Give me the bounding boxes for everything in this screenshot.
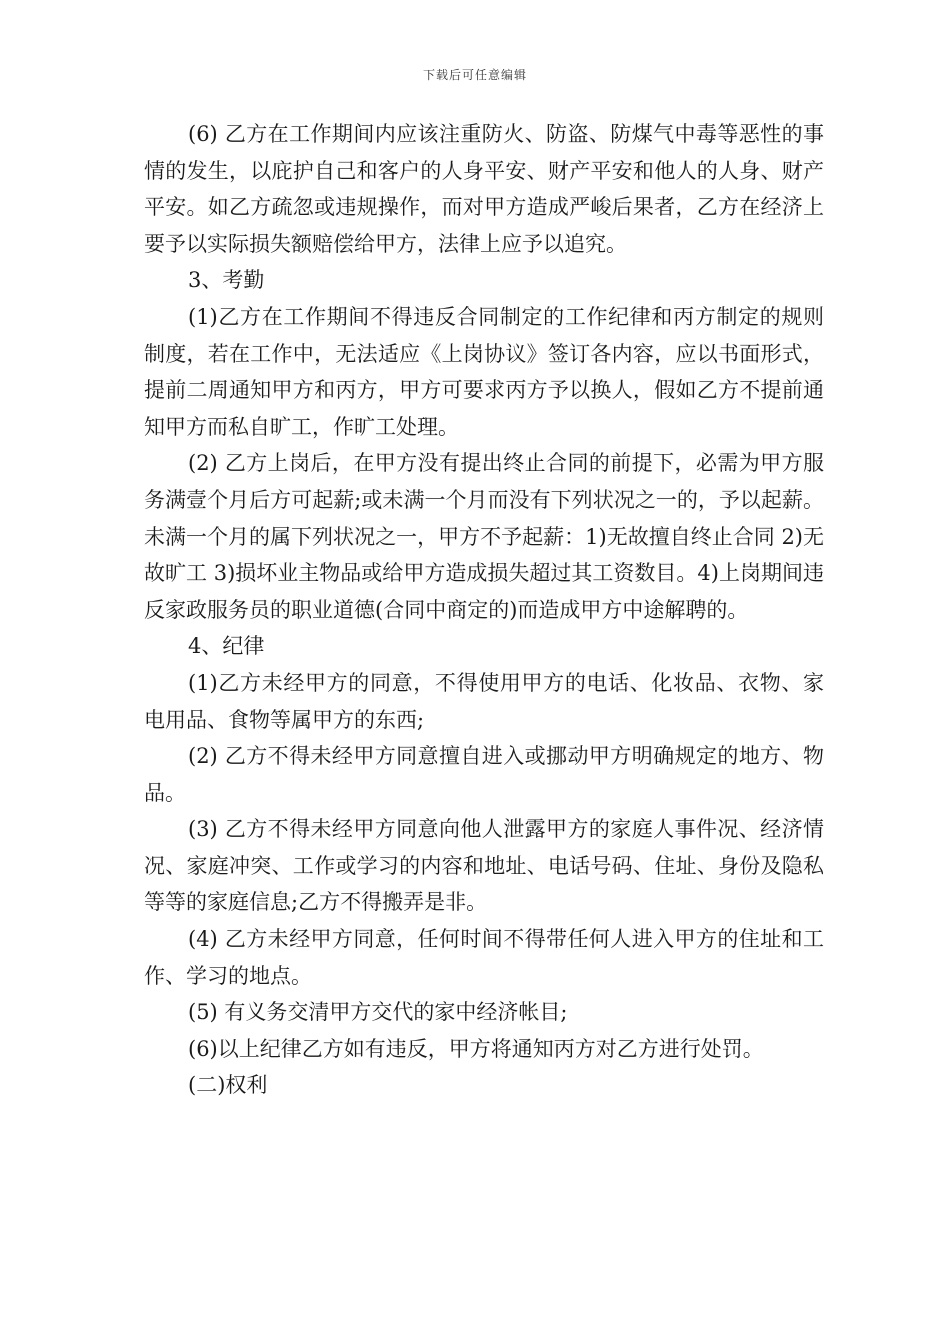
paragraph-salary-start: (2) 乙方上岗后，在甲方没有提出终止合同的前提下，必需为甲方服务满壹个月后方可起薪;或未满一个月而没有下列状况之一的，予以起薪。未满一个月的属下列状况之一，甲方不予起薪：1)无故擅自终止合同 2)无故旷工 3)损坏业主物品或给甲方造成损失超过其工资数目。4)上岗期间违反家政服务员的职业道德(合同中商定的)而造成甲方中途解聘的。 — [144, 451, 824, 622]
paragraph-discipline-5: (5) 有义务交清甲方交代的家中经济帐目; — [188, 1000, 568, 1025]
paragraph-attendance-rules: (1)乙方在工作期间不得违反合同制定的工作纪律和丙方制定的规则制度，若在工作中，无法适应《上岗协议》签订各内容，应以书面形式，提前二周通知甲方和丙方，甲方可要求丙方予以换人，假如乙方不提前通知甲方而私自旷工，作旷工处理。 — [144, 304, 824, 439]
paragraph-discipline-6: (6)以上纪律乙方如有违反，甲方将通知丙方对乙方进行处罚。 — [188, 1036, 764, 1061]
paragraph-discipline-3: (3) 乙方不得未经甲方同意向他人泄露甲方的家庭人事件况、经济情况、家庭冲突、工作或学习的内容和地址、电话号码、住址、身份及隐私等等的家庭信息;乙方不得搬弄是非。 — [144, 817, 824, 915]
section-heading-attendance: 3、考勤 — [188, 268, 265, 293]
section-heading-rights: (二)权利 — [188, 1073, 268, 1098]
section-heading-discipline: 4、纪律 — [188, 634, 265, 659]
paragraph-discipline-2: (2) 乙方不得未经甲方同意擅自进入或挪动甲方明确规定的地方、物品。 — [144, 744, 824, 805]
paragraph-discipline-1: (1)乙方未经甲方的同意，不得使用甲方的电话、化妆品、衣物、家电用品、食物等属甲方的东西; — [144, 670, 824, 732]
document-body — [144, 116, 824, 1104]
page-header: 下载后可任意编辑 — [422, 68, 527, 82]
paragraph-discipline-4: (4) 乙方未经甲方同意，任何时间不得带任何人进入甲方的住址和工作、学习的地点。 — [144, 927, 824, 988]
paragraph-fire-safety: (6) 乙方在工作期间内应该注重防火、防盗、防煤气中毒等恶性的事情的发生，以庇护自己和客户的人身平安、财产平安和他人的人身、财产平安。如乙方疏忽或违规操作，而对甲方造成严峻后果者，乙方在经济上要予以实际损失额赔偿给甲方，法律上应予以追究。 — [144, 122, 824, 256]
